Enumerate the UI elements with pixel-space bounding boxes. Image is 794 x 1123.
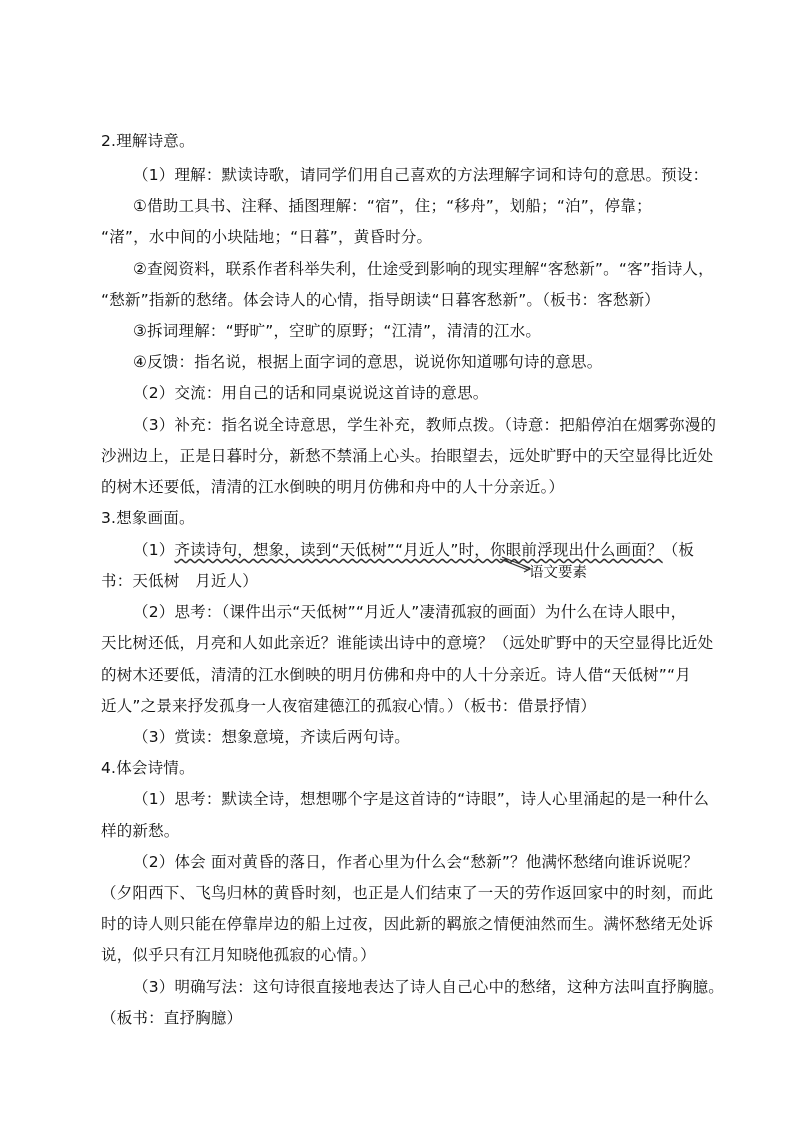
paragraph: （板书：直抒胸臆） <box>101 1009 243 1027</box>
paragraph: 样的新愁。 <box>101 822 180 840</box>
paragraph: 近人”之景来抒发孤身一人夜宿建德江的孤寂心情。）（板书：借景抒情） <box>101 697 597 715</box>
margin-annotation: 语文要素 <box>529 565 587 581</box>
paragraph: ③拆词理解：“野旷”，空旷的原野；“江清”，清清的江水。 <box>133 322 542 340</box>
paragraph: （夕阳西下、飞鸟归林的黄昏时刻，也正是人们结束了一天的劳作返回家中的时刻，而此 <box>101 884 714 902</box>
paragraph: （3）明确写法：这句诗很直接地表达了诗人自己心中的愁绪，这种方法叫直抒胸臆。 <box>133 978 724 996</box>
annotated-text: 齐读诗句，想象，读到“天低树”“月近人”时，你眼前浮现出什么画面？ <box>174 541 663 559</box>
paragraph <box>133 540 694 560</box>
paragraph: 的树木还要低，清清的江水倒映的明月仿佛和舟中的人十分亲近。诗人借“天低树”“月 <box>101 666 691 684</box>
paragraph: 沙洲边上，正是日暮时分，新愁不禁涌上心头。抬眼望去，远处旷野中的天空显得比近处 <box>101 447 714 465</box>
heading-imagine-picture: 3.想象画面。 <box>101 509 195 527</box>
heading-understand-meaning: 2.理解诗意。 <box>101 132 195 150</box>
paragraph: ①借助工具书、注释、插图理解：“宿”，住；“移舟”，划船；“泊”，停靠； <box>133 197 652 215</box>
paragraph: （1）理解：默读诗歌，请同学们用自己喜欢的方法理解字词和诗句的意思。预设： <box>133 166 709 184</box>
paragraph: （3）补充：指名说全诗意思，学生补充，教师点拨。（诗意：把船停泊在烟雾弥漫的 <box>133 416 717 434</box>
paragraph: （3）赏读：想象意境，齐读后两句诗。 <box>133 728 410 746</box>
paragraph: （1）思考：默读全诗，想想哪个字是这首诗的“诗眼”，诗人心里涌起的是一种什么 <box>133 790 710 808</box>
paragraph: 书：天低树 月近人） <box>101 572 259 590</box>
heading-feel-emotion: 4.体会诗情。 <box>101 759 195 777</box>
item-number: （1） <box>133 541 175 559</box>
paragraph: 天比树还低，月亮和人如此亲近？谁能读出诗中的意境？（远处旷野中的天空显得比近处 <box>101 634 714 652</box>
paragraph: （2）思考：（课件出示“天低树”“月近人”凄清孤寂的画面）为什么在诗人眼中， <box>133 603 687 621</box>
paragraph: “愁新”指新的愁绪。体会诗人的心情，指导朗读“日暮客愁新”。（板书：客愁新） <box>101 291 660 309</box>
board-note-open: （板 <box>662 541 695 559</box>
paragraph: ②查阅资料，联系作者科举失利，仕途受到影响的现实理解“客愁新”。“客”指诗人， <box>133 260 714 278</box>
paragraph: 说，似乎只有江月知晓他孤寂的心情。） <box>101 946 376 964</box>
paragraph: ④反馈：指名说，根据上面字词的意思，说说你知道哪句诗的意思。 <box>133 353 603 371</box>
paragraph: 时的诗人则只能在停靠岸边的船上过夜，因此新的羁旅之情便油然而生。满怀愁绪无处诉 <box>101 915 714 933</box>
arrow-icon <box>498 556 532 574</box>
paragraph: 的树木还要低，清清的江水倒映的明月仿佛和舟中的人十分亲近。） <box>101 478 565 496</box>
paragraph: （2）体会 面对黄昏的落日，作者心里为什么会“愁新”？他满怀愁绪向谁诉说呢？ <box>133 853 699 871</box>
paragraph: （2）交流：用自己的话和同桌说说这首诗的意思。 <box>133 384 489 402</box>
paragraph: “渚”，水中间的小块陆地；“日暮”，黄昏时分。 <box>101 228 433 246</box>
